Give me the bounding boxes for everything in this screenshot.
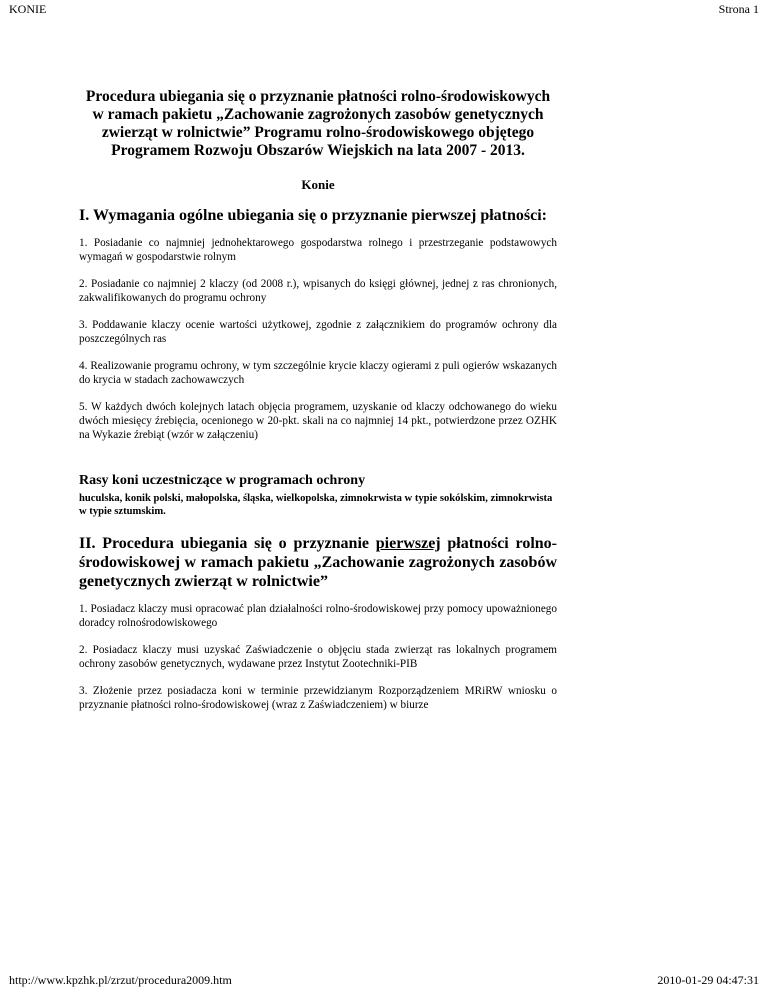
page-footer-timestamp: 2010-01-29 04:47:31 bbox=[657, 973, 759, 987]
section-2-heading-start: II. Procedura ubiegania się o przyznanie bbox=[79, 535, 376, 552]
breeds-list: huculska, konik polski, małopolska, śląska, wielkopolska, zimnokrwista w typie sokólskim, zimnokrwista w typie sztumskim. bbox=[79, 493, 553, 517]
document-subtitle: Konie bbox=[301, 177, 335, 192]
requirement-item-1: 1. Posiadanie co najmniej jednohektarowego gospodarstwa rolnego i przestrzeganie podstawowych wymagań w gospodarstwie rolnym bbox=[79, 237, 557, 263]
section-2-heading-end: płatności rolno-środowiskowej w ramach pakietu „Zachowanie zagrożonych zasobów genetycznych zwierząt w rolnictwie” bbox=[79, 535, 557, 590]
requirement-item-2: 2. Posiadanie co najmniej 2 klaczy (od 2008 r.), wpisanych do księgi głównej, jednej z ras chronionych, zakwalifikowanych do programu ochrony bbox=[79, 278, 557, 304]
requirement-item-4: 4. Realizowanie programu ochrony, w tym szczególnie krycie klaczy ogierami z puli ogierów wskazanych do krycia w stadach zachowawczych bbox=[79, 360, 557, 386]
procedure-item-1: 1. Posiadacz klaczy musi opracować plan działalności rolno-środowiskowej przy pomocy upoważnionego doradcy rolnośrodowiskowego bbox=[79, 603, 557, 629]
document-body bbox=[79, 88, 557, 712]
section-2-heading bbox=[79, 534, 557, 591]
section-1-heading: I. Wymagania ogólne ubiegania się o przyznanie pierwszej płatności: bbox=[79, 207, 547, 224]
section-2-heading-underlined: pierwszej bbox=[375, 535, 441, 552]
document-title: Procedura ubiegania się o przyznanie płatności rolno-środowiskowych w ramach pakietu „Zachowanie zagrożonych zasobów genetycznych zwierząt w rolnictwie” Programu rolno-środowiskowego objętego Programem Rozwoju Obszarów Wiejskich na lata 2007 - 2013. bbox=[85, 88, 551, 159]
page-number: Strona 1 bbox=[718, 2, 759, 16]
page-header-title: KONIE bbox=[9, 2, 47, 16]
procedure-item-3: 3. Złożenie przez posiadacza koni w terminie przewidzianym Rozporządzeniem MRiRW wniosku o przyznanie płatności rolno-środowiskowej (wraz z Zaświadczeniem) w biurze bbox=[79, 685, 557, 711]
page-footer-url: http://www.kpzhk.pl/zrzut/procedura2009.htm bbox=[9, 973, 232, 987]
requirement-item-3: 3. Poddawanie klaczy ocenie wartości użytkowej, zgodnie z załącznikiem do programów ochrony dla poszczególnych ras bbox=[79, 319, 557, 345]
breeds-heading: Rasy koni uczestniczące w programach ochrony bbox=[79, 473, 366, 488]
procedure-item-2: 2. Posiadacz klaczy musi uzyskać Zaświadczenie o objęciu stada zwierząt ras lokalnych programem ochrony zasobów genetycznych, wydawane przez Instytut Zootechniki-PIB bbox=[79, 644, 557, 670]
requirement-item-5: 5. W każdych dwóch kolejnych latach objęcia programem, uzyskanie od klaczy odchowanego do wieku dwóch miesięcy źrebięcia, ocenionego w 20-pkt. skali na co najmniej 14 pkt., potwierdzone przez OZHK na Wykazie źrebiąt (wzór w załączeniu) bbox=[79, 401, 557, 441]
